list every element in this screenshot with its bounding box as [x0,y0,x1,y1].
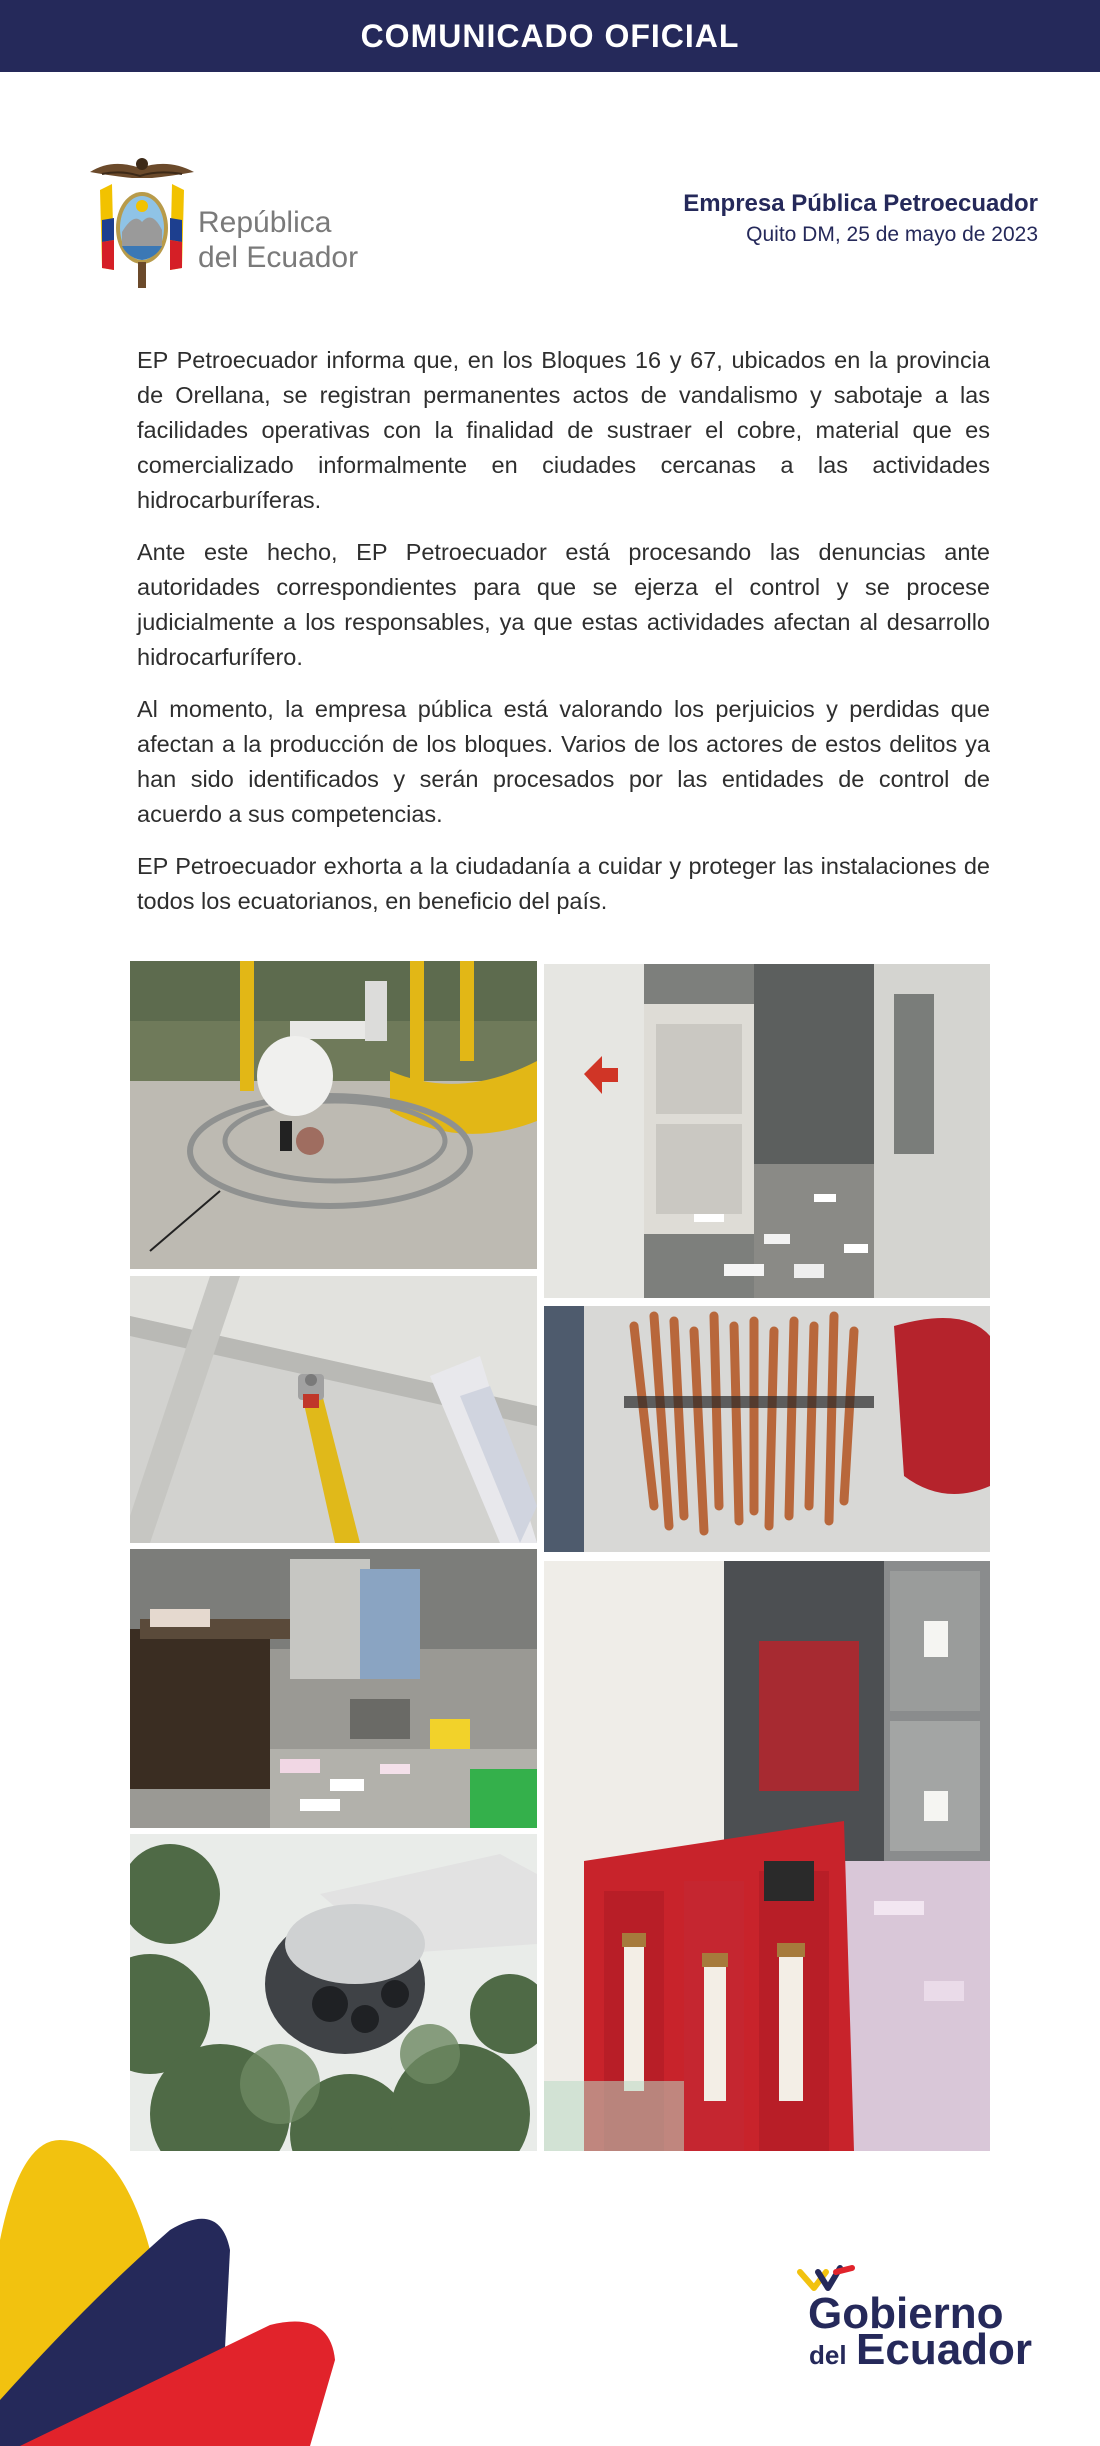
decorative-ribbons [0,2120,360,2446]
photo-vandalized-room [544,964,990,1298]
republica-logo-text [198,205,358,275]
gobierno-logo [796,2254,1046,2374]
issuer-block [683,188,1038,250]
photo-copper-rods [544,1306,990,1552]
photo-electrical-cabinet [544,1561,990,2151]
header-title: COMUNICADO OFICIAL [360,17,740,54]
header-bar [0,0,1100,72]
gobierno-logo-line-1: Gobierno [808,2289,1004,2338]
gobierno-logo-line-2: Ecuador [856,2325,1033,2374]
logo-line-1: República [198,206,332,239]
paragraph: Ante este hecho, EP Petroecuador está procesando las denuncias ante autoridades correspondientes para que se ejerza el control y se procese judicialmente a los responsables, ya que estas actividades afectan al desarrollo hidrocarfurífero. [137,539,990,670]
communique-body [137,343,990,936]
gobierno-logo-del: del [809,2340,847,2370]
photo-ransacked-office [130,1549,537,1828]
paragraph: EP Petroecuador informa que, en los Bloques 16 y 67, ubicados en la provincia de Orellana, se registran permanentes actos de vandalismo y sabotaje a las facilidades operativas con la finalidad de sustraer el cobre, material que es comercializado informalmente en ciudades cercanas a las actividades hidrocarburíferas. [137,347,990,513]
issuer-place-date: Quito DM, 25 de mayo de 2023 [746,223,1038,246]
coat-of-arms-icon [82,150,202,300]
photo-camera-base [130,961,537,1269]
issuer-organization: Empresa Pública Petroecuador [683,190,1038,217]
paragraph: Al momento, la empresa pública está valorando los perjuicios y perdidas que afectan a la producción de los bloques. Varios de los actores de estos delitos ya han sido identificados y serán procesados por las entidades de control de acuerdo a sus competencias. [137,696,990,827]
photo-security-camera [130,1834,537,2151]
photo-ceiling-pipe [130,1276,537,1543]
logo-line-2: del Ecuador [198,241,359,274]
paragraph: EP Petroecuador exhorta a la ciudadanía a cuidar y proteger las instalaciones de todos los ecuatorianos, en beneficio del país. [137,853,990,914]
